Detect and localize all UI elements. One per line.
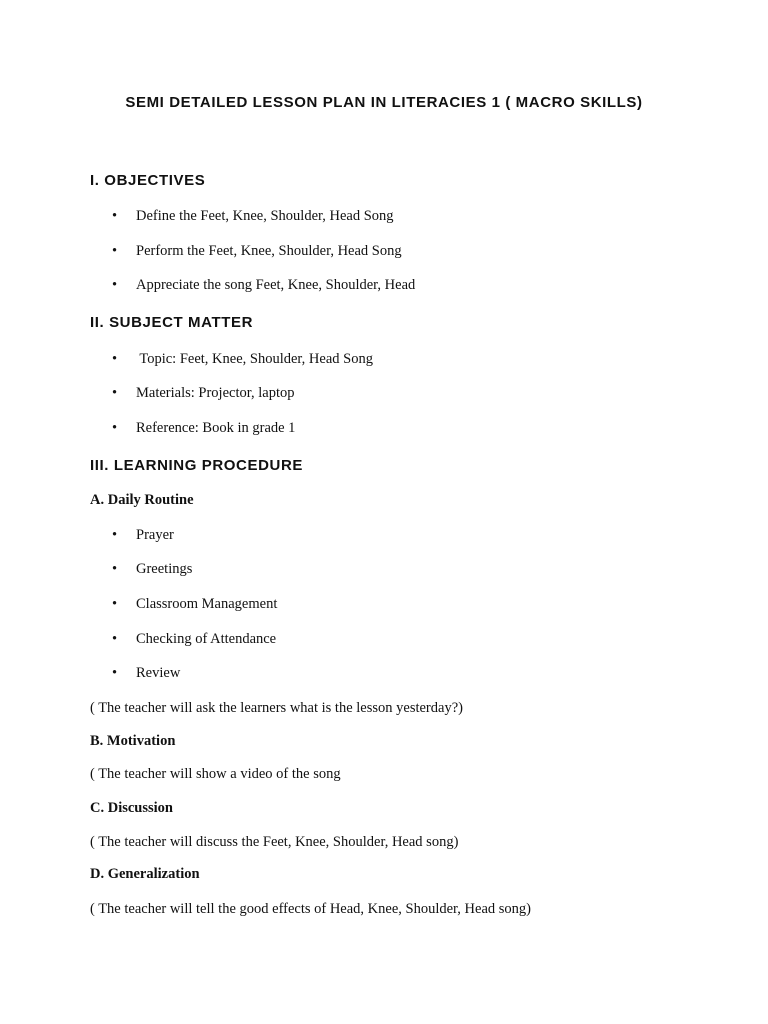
- daily-routine-text: Greetings: [136, 561, 193, 577]
- bullet-icon: •: [112, 243, 118, 259]
- daily-routine-text: Prayer: [136, 527, 174, 543]
- bullet-icon: •: [112, 351, 118, 367]
- motivation-heading: B. Motivation: [90, 733, 176, 749]
- objective-text: Perform the Feet, Knee, Shoulder, Head Song: [136, 243, 402, 259]
- bullet-icon: •: [112, 420, 118, 436]
- daily-routine-text: Checking of Attendance: [136, 631, 277, 647]
- subject-matter-heading: II. SUBJECT MATTER: [90, 314, 254, 331]
- subject-matter-text: Topic: Feet, Knee, Shoulder, Head Song: [136, 351, 373, 367]
- discussion-text: ( The teacher will discuss the Feet, Knee, Shoulder, Head song): [90, 834, 459, 850]
- document-title: SEMI DETAILED LESSON PLAN IN LITERACIES 1 ( MACRO SKILLS): [125, 94, 643, 111]
- bullet-icon: •: [112, 277, 118, 293]
- objective-text: Define the Feet, Knee, Shoulder, Head Song: [136, 208, 394, 224]
- generalization-text: ( The teacher will tell the good effects of Head, Knee, Shoulder, Head song): [90, 901, 531, 917]
- objectives-heading: I. OBJECTIVES: [90, 172, 206, 189]
- subject-matter-text: Reference: Book in grade 1: [136, 420, 296, 436]
- generalization-heading: D. Generalization: [90, 866, 200, 882]
- subject-matter-text: Materials: Projector, laptop: [136, 385, 295, 401]
- daily-routine-text: Review: [136, 665, 181, 681]
- bullet-icon: •: [112, 208, 118, 224]
- objective-text: Appreciate the song Feet, Knee, Shoulder, Head: [136, 277, 416, 293]
- daily-routine-note: ( The teacher will ask the learners what is the lesson yesterday?): [90, 700, 463, 716]
- discussion-heading: C. Discussion: [90, 800, 173, 816]
- learning-procedure-heading: III. LEARNING PROCEDURE: [90, 457, 303, 474]
- bullet-icon: •: [112, 596, 118, 612]
- bullet-icon: •: [112, 561, 118, 577]
- daily-routine-text: Classroom Management: [136, 596, 278, 612]
- motivation-text: ( The teacher will show a video of the song: [90, 766, 341, 782]
- bullet-icon: •: [112, 527, 118, 543]
- bullet-icon: •: [112, 631, 118, 647]
- bullet-icon: •: [112, 665, 118, 681]
- bullet-icon: •: [112, 385, 118, 401]
- daily-routine-heading: A. Daily Routine: [90, 492, 194, 508]
